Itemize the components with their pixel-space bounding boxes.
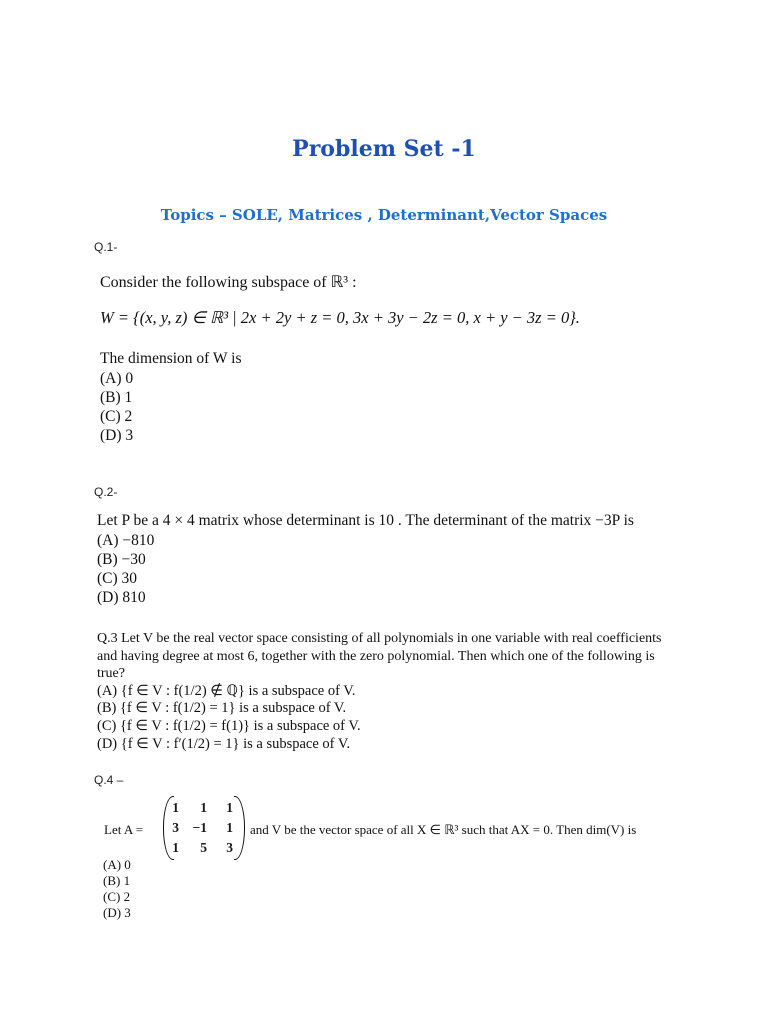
q2-option-d: (D) 810 — [97, 589, 146, 606]
q3-text-line-2: and having degree at most 6, together with the zero polynomial. Then which one of the following is — [97, 649, 655, 664]
q3-option-d: (D) {f ∈ V : f′(1/2) = 1} is a subspace of V. — [97, 736, 351, 752]
matrix-cell: 3 — [172, 820, 179, 835]
q4-option-a: (A) 0 — [103, 857, 131, 872]
q4-option-c: (C) 2 — [103, 889, 131, 904]
q1-set-definition: W = {(x, y, z) ∈ ℝ³ | 2x + 2y + z = 0, 3x + 3y − 2z = 0, x + y − 3z = 0}. — [100, 308, 580, 327]
q2-option-a: (A) −810 — [97, 532, 155, 549]
matrix-cell: 3 — [226, 840, 233, 855]
q1-option-c: (C) 2 — [100, 408, 133, 425]
right-parenthesis — [234, 796, 245, 860]
q4-matrix — [163, 796, 245, 860]
q1-option-d: (D) 3 — [100, 427, 134, 444]
q2-option-c: (C) 30 — [97, 570, 138, 587]
topics-heading: Topics – SOLE, Matrices , Determinant,Vector Spaces — [160, 206, 608, 224]
q4-prefix: Let A = — [104, 822, 144, 837]
q1-option-a: (A) 0 — [100, 370, 134, 387]
q4-option-b: (B) 1 — [103, 873, 131, 888]
matrix-cell: 1 — [226, 800, 233, 815]
matrix-cell: 1 — [226, 820, 233, 835]
matrix-cell: 1 — [172, 840, 179, 855]
matrix-cell: 1 — [172, 800, 179, 815]
page-title: Problem Set -1 — [292, 136, 476, 162]
matrix-cell: 1 — [200, 800, 207, 815]
q3-text-line-1: Q.3 Let V be the real vector space consisting of all polynomials in one variable with real coefficients — [97, 631, 662, 646]
q2-option-b: (B) −30 — [97, 551, 146, 568]
q3-option-a: (A) {f ∈ V : f(1/2) ∉ ℚ} is a subspace of V. — [97, 683, 356, 699]
q1-question: The dimension of W is — [100, 350, 242, 367]
q1-option-b: (B) 1 — [100, 389, 133, 406]
q4-option-d: (D) 3 — [103, 905, 131, 920]
q3-option-c: (C) {f ∈ V : f(1/2) = f(1)} is a subspace of V. — [97, 718, 361, 734]
q1-intro: Consider the following subspace of ℝ³ : — [100, 274, 357, 291]
matrix-cell: −1 — [192, 820, 207, 835]
matrix-cell: 5 — [200, 840, 207, 855]
q1-label: Q.1- — [94, 240, 118, 254]
q4-label: Q.4 – — [94, 773, 124, 787]
q2-label: Q.2- — [94, 485, 118, 499]
q3-option-b: (B) {f ∈ V : f(1/2) = 1} is a subspace of V. — [97, 700, 347, 716]
q4-question-suffix: and V be the vector space of all X ∈ ℝ³ such that AX = 0. Then dim(V) is — [250, 822, 637, 837]
q3-text-line-3: true? — [97, 666, 125, 681]
q2-question: Let P be a 4 × 4 matrix whose determinant is 10 . The determinant of the matrix −3P is — [97, 512, 634, 529]
